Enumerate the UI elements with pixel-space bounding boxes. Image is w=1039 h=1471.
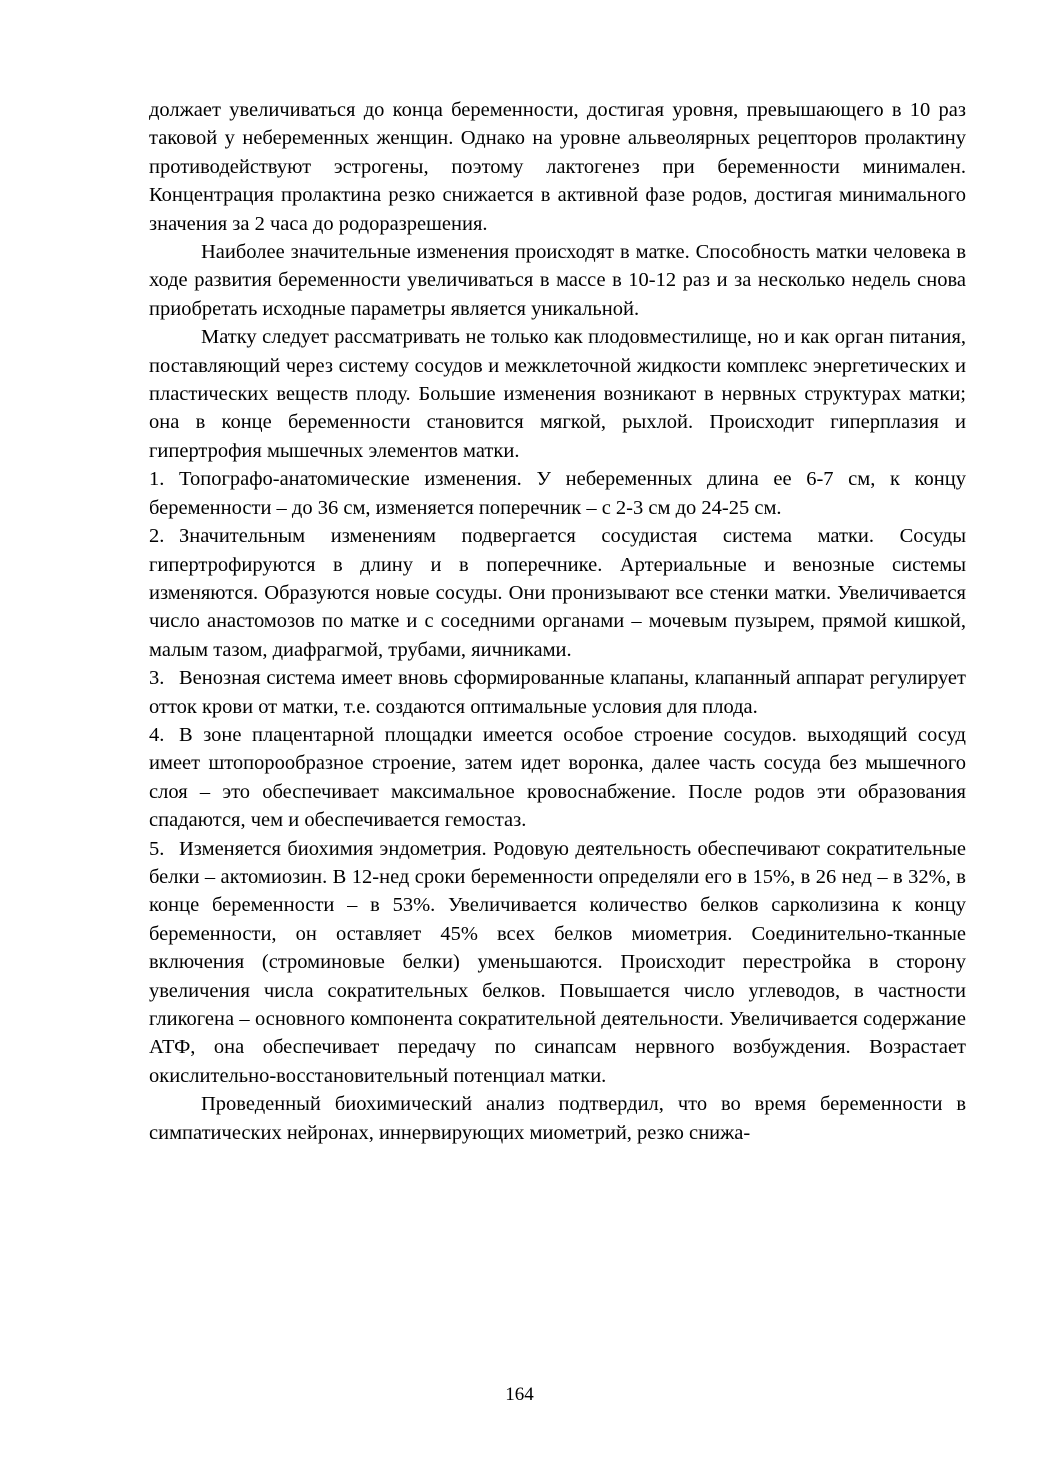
page-body bbox=[149, 96, 966, 1147]
paragraph-1: должает увеличиваться до конца беременности, достигая уровня, превышающего в 10 раз таковой у небеременных женщин. Однако на уровне альвеолярных рецепторов пролактину противодействуют эстрогены, поэтому лактогенез при беременности минимален. Концентрация пролактина резко снижается в активной фазе родов, достигая минимального значения за 2 часа до родоразрешения. bbox=[149, 99, 966, 235]
list-item-2 bbox=[149, 522, 966, 664]
list-item-number: 4. bbox=[149, 723, 165, 746]
list-item-number: 5. bbox=[149, 837, 165, 860]
list-item-number: 1. bbox=[149, 468, 165, 491]
list-item-1 bbox=[149, 465, 966, 522]
page-number: 164 bbox=[505, 1384, 534, 1405]
list-item-3 bbox=[149, 664, 966, 721]
list-item-4 bbox=[149, 721, 966, 835]
list-item-5 bbox=[149, 835, 966, 1091]
list-item-text: В зоне плацентарной площадки имеется особое строение сосудов. выходящий сосуд имеет штопорообразное строение, затем идет воронка, далее часть сосуда без мышечного слоя – это обеспечивает максимальное кровоснабжение. После родов эти образования спадаются, чем и обеспечивается гемостаз. bbox=[149, 723, 966, 832]
list-item-text: Топографо-анатомические изменения. У небеременных длина ее 6-7 см, к концу беременности – до 36 см, изменяется поперечник – с 2-3 см до 24-25 см. bbox=[149, 468, 966, 519]
list-item-text: Изменяется биохимия эндометрия. Родовую деятельность обеспечивают сократительные белки – актомиозин. В 12-нед сроки беременности определяли его в 15%, в 26 нед – в 32%, в конце беременности – в 53%. Увеличивается количество белков сарколизина к концу беременности, он оставляет 45% всех белков миометрия. Соединительно-тканные включения (строминовые белки) уменьшаются. Происходит перестройка в сторону увеличения числа сократительных белков. Повышается число углеводов, в частности гликогена – основного компонента сократительной деятельности. Увеличивается содержание АТФ, она обеспечивает передачу по синапсам нервного возбуждения. Возрастает окислительно-восстановительный потенциал матки. bbox=[149, 837, 966, 1087]
list-item-number: 3. bbox=[149, 667, 165, 690]
list-item-text: Значительным изменениям подвергается сосудистая система матки. Сосуды гипертрофируются в длину и в поперечнике. Артериальные и венозные системы изменяются. Образуются новые сосуды. Они пронизывают все стенки матки. Увеличивается число анастомозов по матке и с соседними органами – мочевым пузырем, прямой кишкой, малым тазом, диафрагмой, трубами, яичниками. bbox=[149, 525, 966, 661]
paragraph-3: Матку следует рассматривать не только как плодовместилище, но и как орган питания, поставляющий через систему сосудов и межклеточной жидкости комплекс энергетических и пластических веществ плоду. Большие изменения возникают в нервных структурах матки; она в конце беременности становится мягкой, рыхлой. Происходит гиперплазия и гипертрофия мышечных элементов матки. bbox=[149, 326, 966, 462]
list-item-text: Венозная система имеет вновь сформированные клапаны, клапанный аппарат регулирует отток крови от матки, т.е. создаются оптимальные условия для плода. bbox=[149, 667, 966, 718]
paragraph-closing: Проведенный биохимический анализ подтвердил, что во время беременности в симпатических нейронах, иннервирующих миометрий, резко снижа- bbox=[149, 1093, 966, 1144]
paragraph-2: Наиболее значительные изменения происходят в матке. Способность матки человека в ходе развития беременности увеличиваться в массе в 10-12 раз и за несколько недель снова приобретать исходные параметры является уникальной. bbox=[149, 241, 966, 320]
list-item-number: 2. bbox=[149, 525, 165, 548]
